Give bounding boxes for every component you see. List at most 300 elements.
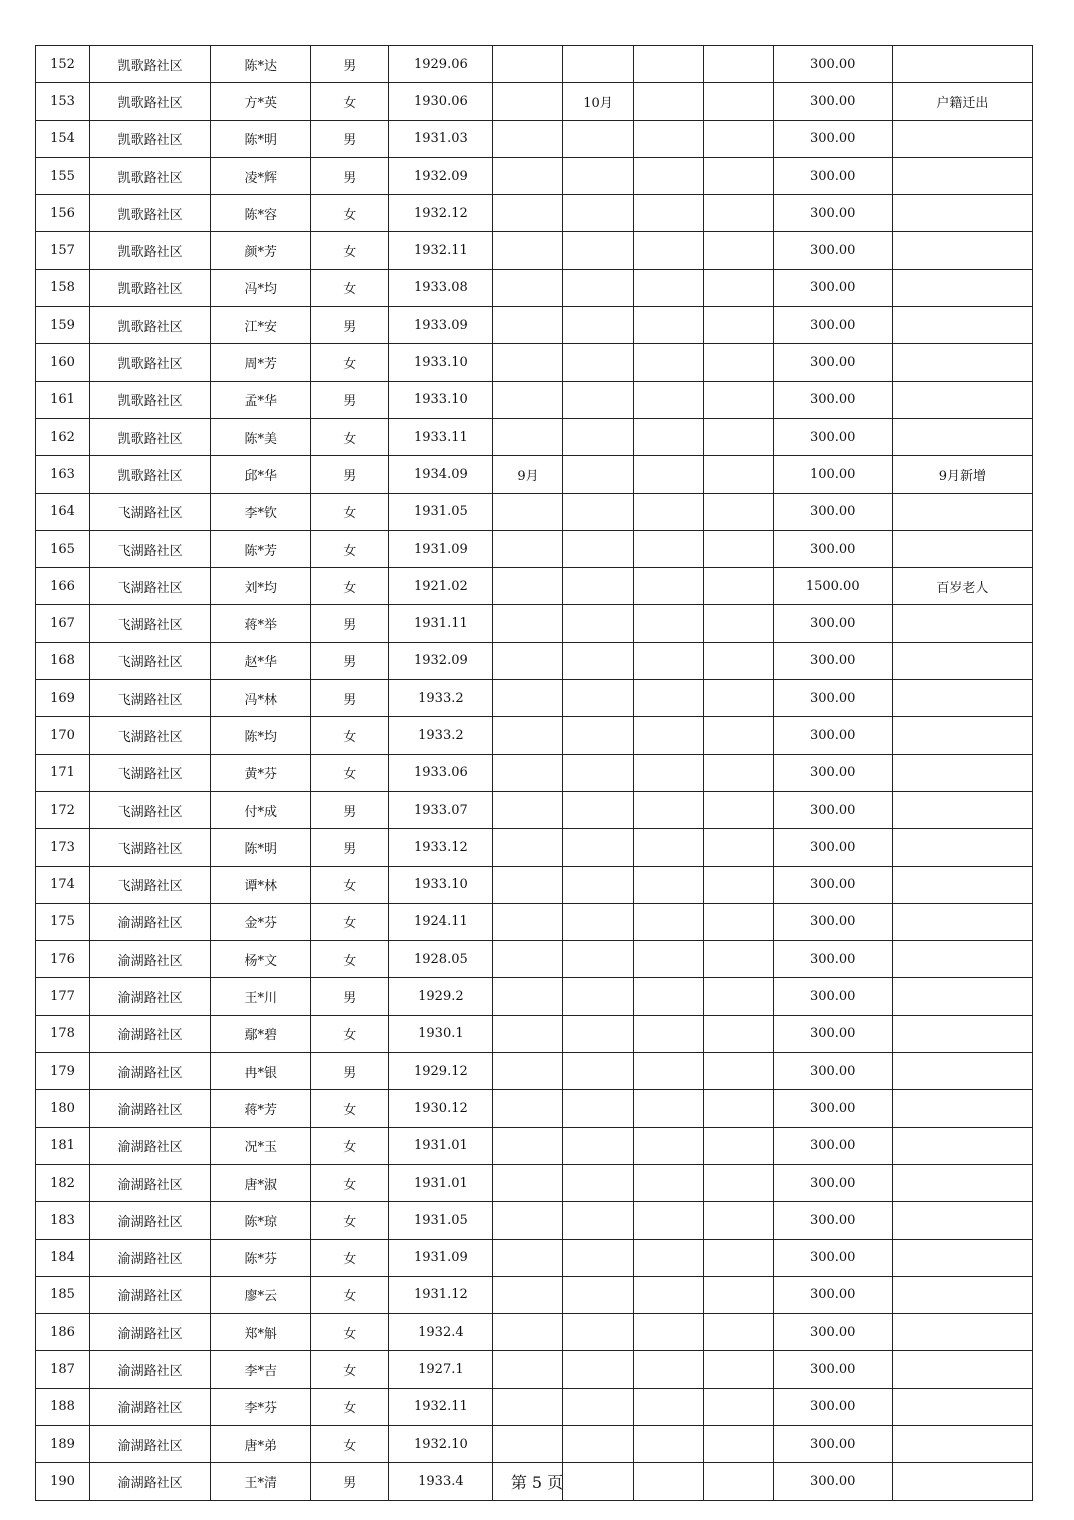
cell-remark: [892, 1015, 1032, 1052]
cell-added-month: [493, 829, 563, 866]
cell-added-month: [493, 1015, 563, 1052]
cell-gender: 男: [311, 120, 389, 157]
cell-added-month: [493, 1239, 563, 1276]
cell-removed-month: [563, 530, 633, 567]
cell-row-number: 172: [36, 791, 90, 828]
cell-extra-col-1: [633, 344, 703, 381]
table-row: [36, 120, 1033, 157]
cell-extra-col-1: [633, 1015, 703, 1052]
cell-name: 陈*芬: [211, 1239, 311, 1276]
cell-amount: 300.00: [773, 195, 892, 232]
cell-birth-date: 1933.11: [389, 418, 493, 455]
cell-community: 渝湖路社区: [90, 1202, 211, 1239]
table-row: [36, 605, 1033, 642]
cell-name: 蒋*举: [211, 605, 311, 642]
cell-name: 陈*达: [211, 46, 311, 83]
cell-amount: 300.00: [773, 978, 892, 1015]
cell-added-month: [493, 232, 563, 269]
cell-remark: [892, 829, 1032, 866]
cell-community: 渝湖路社区: [90, 1351, 211, 1388]
table-row: [36, 1351, 1033, 1388]
cell-amount: 300.00: [773, 269, 892, 306]
cell-community: 凯歌路社区: [90, 456, 211, 493]
cell-community: 凯歌路社区: [90, 120, 211, 157]
cell-community: 渝湖路社区: [90, 941, 211, 978]
cell-birth-date: 1931.01: [389, 1164, 493, 1201]
table-row: [36, 232, 1033, 269]
cell-gender: 女: [311, 717, 389, 754]
cell-added-month: [493, 83, 563, 120]
cell-birth-date: 1933.2: [389, 680, 493, 717]
cell-remark: [892, 195, 1032, 232]
cell-extra-col-2: [703, 1351, 773, 1388]
cell-extra-col-1: [633, 1127, 703, 1164]
cell-row-number: 189: [36, 1425, 90, 1462]
cell-extra-col-2: [703, 717, 773, 754]
cell-extra-col-2: [703, 1090, 773, 1127]
cell-birth-date: 1931.01: [389, 1127, 493, 1164]
cell-community: 飞湖路社区: [90, 829, 211, 866]
table-row: [36, 680, 1033, 717]
cell-amount: 300.00: [773, 1164, 892, 1201]
cell-birth-date: 1933.10: [389, 344, 493, 381]
cell-amount: 300.00: [773, 1127, 892, 1164]
cell-gender: 女: [311, 1425, 389, 1462]
cell-remark: [892, 754, 1032, 791]
table-row: [36, 1239, 1033, 1276]
cell-extra-col-1: [633, 530, 703, 567]
cell-gender: 女: [311, 493, 389, 530]
cell-added-month: [493, 642, 563, 679]
cell-gender: 男: [311, 1053, 389, 1090]
cell-amount: 300.00: [773, 829, 892, 866]
cell-extra-col-1: [633, 1239, 703, 1276]
cell-extra-col-1: [633, 605, 703, 642]
cell-row-number: 171: [36, 754, 90, 791]
cell-amount: 300.00: [773, 1463, 892, 1500]
cell-gender: 女: [311, 530, 389, 567]
cell-extra-col-1: [633, 941, 703, 978]
cell-removed-month: [563, 680, 633, 717]
cell-gender: 男: [311, 978, 389, 1015]
cell-removed-month: [563, 1314, 633, 1351]
cell-extra-col-1: [633, 903, 703, 940]
cell-remark: 9月新增: [892, 456, 1032, 493]
cell-row-number: 188: [36, 1388, 90, 1425]
cell-amount: 300.00: [773, 754, 892, 791]
cell-gender: 女: [311, 1164, 389, 1201]
cell-removed-month: [563, 232, 633, 269]
cell-row-number: 186: [36, 1314, 90, 1351]
cell-birth-date: 1933.12: [389, 829, 493, 866]
cell-community: 飞湖路社区: [90, 791, 211, 828]
cell-remark: [892, 642, 1032, 679]
cell-row-number: 158: [36, 269, 90, 306]
cell-row-number: 174: [36, 866, 90, 903]
cell-extra-col-1: [633, 83, 703, 120]
cell-name: 王*清: [211, 1463, 311, 1500]
cell-removed-month: [563, 605, 633, 642]
cell-extra-col-1: [633, 866, 703, 903]
cell-remark: [892, 717, 1032, 754]
cell-row-number: 176: [36, 941, 90, 978]
cell-birth-date: 1928.05: [389, 941, 493, 978]
cell-added-month: [493, 1202, 563, 1239]
cell-gender: 女: [311, 269, 389, 306]
cell-removed-month: [563, 717, 633, 754]
cell-extra-col-2: [703, 1127, 773, 1164]
cell-added-month: [493, 344, 563, 381]
cell-remark: [892, 1053, 1032, 1090]
cell-remark: [892, 1164, 1032, 1201]
cell-community: 飞湖路社区: [90, 605, 211, 642]
cell-community: 飞湖路社区: [90, 642, 211, 679]
cell-amount: 300.00: [773, 307, 892, 344]
table-row: [36, 269, 1033, 306]
cell-name: 凌*辉: [211, 157, 311, 194]
cell-extra-col-2: [703, 83, 773, 120]
cell-amount: 300.00: [773, 605, 892, 642]
cell-extra-col-1: [633, 381, 703, 418]
cell-added-month: [493, 1164, 563, 1201]
cell-remark: [892, 1351, 1032, 1388]
cell-extra-col-1: [633, 754, 703, 791]
cell-row-number: 183: [36, 1202, 90, 1239]
cell-community: 渝湖路社区: [90, 1127, 211, 1164]
cell-extra-col-2: [703, 791, 773, 828]
cell-removed-month: [563, 1388, 633, 1425]
cell-name: 孟*华: [211, 381, 311, 418]
cell-birth-date: 1932.09: [389, 642, 493, 679]
cell-extra-col-2: [703, 456, 773, 493]
cell-row-number: 155: [36, 157, 90, 194]
cell-removed-month: [563, 1164, 633, 1201]
cell-remark: [892, 269, 1032, 306]
cell-extra-col-2: [703, 269, 773, 306]
cell-name: 冯*均: [211, 269, 311, 306]
cell-community: 凯歌路社区: [90, 381, 211, 418]
cell-row-number: 167: [36, 605, 90, 642]
cell-added-month: [493, 903, 563, 940]
cell-remark: [892, 493, 1032, 530]
cell-row-number: 168: [36, 642, 90, 679]
cell-remark: [892, 307, 1032, 344]
cell-gender: 女: [311, 1351, 389, 1388]
cell-community: 渝湖路社区: [90, 1239, 211, 1276]
cell-row-number: 184: [36, 1239, 90, 1276]
table-row: [36, 381, 1033, 418]
cell-remark: [892, 1388, 1032, 1425]
cell-community: 凯歌路社区: [90, 46, 211, 83]
cell-community: 渝湖路社区: [90, 1463, 211, 1500]
cell-extra-col-1: [633, 493, 703, 530]
cell-gender: 男: [311, 1463, 389, 1500]
cell-extra-col-1: [633, 1164, 703, 1201]
cell-amount: 300.00: [773, 1239, 892, 1276]
cell-amount: 300.00: [773, 866, 892, 903]
cell-extra-col-2: [703, 605, 773, 642]
cell-community: 凯歌路社区: [90, 195, 211, 232]
cell-birth-date: 1932.11: [389, 1388, 493, 1425]
table-row: [36, 791, 1033, 828]
cell-added-month: [493, 605, 563, 642]
cell-extra-col-2: [703, 1164, 773, 1201]
cell-community: 飞湖路社区: [90, 866, 211, 903]
cell-amount: 300.00: [773, 717, 892, 754]
cell-removed-month: [563, 1425, 633, 1462]
cell-extra-col-2: [703, 530, 773, 567]
table-row: [36, 1053, 1033, 1090]
cell-removed-month: [563, 456, 633, 493]
table-row: [36, 1276, 1033, 1313]
cell-amount: 300.00: [773, 232, 892, 269]
cell-extra-col-2: [703, 232, 773, 269]
table-row: [36, 195, 1033, 232]
cell-gender: 男: [311, 307, 389, 344]
cell-birth-date: 1924.11: [389, 903, 493, 940]
cell-row-number: 154: [36, 120, 90, 157]
cell-extra-col-2: [703, 195, 773, 232]
cell-extra-col-1: [633, 680, 703, 717]
cell-amount: 300.00: [773, 46, 892, 83]
cell-added-month: [493, 1351, 563, 1388]
cell-added-month: [493, 1425, 563, 1462]
cell-gender: 女: [311, 83, 389, 120]
cell-amount: 300.00: [773, 1090, 892, 1127]
cell-extra-col-2: [703, 568, 773, 605]
cell-remark: [892, 903, 1032, 940]
cell-extra-col-1: [633, 791, 703, 828]
cell-name: 蒋*芳: [211, 1090, 311, 1127]
cell-row-number: 187: [36, 1351, 90, 1388]
cell-gender: 女: [311, 1090, 389, 1127]
cell-row-number: 156: [36, 195, 90, 232]
cell-added-month: [493, 791, 563, 828]
cell-birth-date: 1934.09: [389, 456, 493, 493]
table-row: [36, 1202, 1033, 1239]
table-row: [36, 46, 1033, 83]
cell-community: 凯歌路社区: [90, 157, 211, 194]
cell-added-month: [493, 717, 563, 754]
cell-name: 黄*芬: [211, 754, 311, 791]
cell-name: 陈*芳: [211, 530, 311, 567]
cell-removed-month: [563, 1239, 633, 1276]
cell-added-month: 9月: [493, 456, 563, 493]
cell-extra-col-2: [703, 307, 773, 344]
cell-removed-month: [563, 195, 633, 232]
cell-remark: [892, 381, 1032, 418]
cell-removed-month: [563, 157, 633, 194]
cell-added-month: [493, 1090, 563, 1127]
cell-community: 飞湖路社区: [90, 680, 211, 717]
cell-gender: 男: [311, 829, 389, 866]
cell-birth-date: 1933.2: [389, 717, 493, 754]
cell-name: 周*芳: [211, 344, 311, 381]
cell-amount: 300.00: [773, 493, 892, 530]
cell-community: 凯歌路社区: [90, 307, 211, 344]
cell-extra-col-2: [703, 46, 773, 83]
cell-name: 陈*明: [211, 120, 311, 157]
cell-extra-col-2: [703, 1388, 773, 1425]
cell-amount: 300.00: [773, 1202, 892, 1239]
page-number: 第 5 页: [510, 1473, 564, 1492]
table-row: [36, 530, 1033, 567]
table-row: [36, 1164, 1033, 1201]
cell-amount: 300.00: [773, 1015, 892, 1052]
cell-extra-col-1: [633, 1276, 703, 1313]
table-row: [36, 568, 1033, 605]
cell-name: 李*吉: [211, 1351, 311, 1388]
cell-birth-date: 1930.12: [389, 1090, 493, 1127]
cell-added-month: [493, 120, 563, 157]
cell-added-month: [493, 680, 563, 717]
cell-name: 廖*云: [211, 1276, 311, 1313]
cell-extra-col-1: [633, 1090, 703, 1127]
cell-extra-col-2: [703, 1314, 773, 1351]
cell-removed-month: [563, 493, 633, 530]
cell-removed-month: [563, 1090, 633, 1127]
cell-row-number: 185: [36, 1276, 90, 1313]
cell-extra-col-2: [703, 1053, 773, 1090]
cell-birth-date: 1931.11: [389, 605, 493, 642]
cell-remark: [892, 1276, 1032, 1313]
cell-name: 杨*文: [211, 941, 311, 978]
cell-birth-date: 1930.06: [389, 83, 493, 120]
cell-extra-col-1: [633, 307, 703, 344]
cell-row-number: 166: [36, 568, 90, 605]
cell-removed-month: [563, 754, 633, 791]
cell-community: 渝湖路社区: [90, 1388, 211, 1425]
cell-removed-month: [563, 1015, 633, 1052]
cell-gender: 女: [311, 1314, 389, 1351]
cell-amount: 300.00: [773, 344, 892, 381]
table-row: [36, 754, 1033, 791]
cell-birth-date: 1931.09: [389, 1239, 493, 1276]
cell-community: 渝湖路社区: [90, 1015, 211, 1052]
cell-birth-date: 1931.05: [389, 1202, 493, 1239]
cell-remark: [892, 978, 1032, 1015]
cell-birth-date: 1931.09: [389, 530, 493, 567]
cell-remark: [892, 1425, 1032, 1462]
cell-community: 渝湖路社区: [90, 903, 211, 940]
cell-extra-col-1: [633, 195, 703, 232]
cell-extra-col-1: [633, 157, 703, 194]
cell-amount: 300.00: [773, 941, 892, 978]
cell-added-month: [493, 754, 563, 791]
table-row: [36, 1388, 1033, 1425]
cell-name: 冯*林: [211, 680, 311, 717]
cell-extra-col-2: [703, 381, 773, 418]
cell-amount: 300.00: [773, 83, 892, 120]
cell-added-month: [493, 46, 563, 83]
cell-row-number: 169: [36, 680, 90, 717]
cell-name: 郑*斛: [211, 1314, 311, 1351]
cell-added-month: [493, 493, 563, 530]
cell-amount: 300.00: [773, 680, 892, 717]
cell-added-month: [493, 1276, 563, 1313]
cell-extra-col-2: [703, 978, 773, 1015]
cell-community: 飞湖路社区: [90, 530, 211, 567]
cell-extra-col-1: [633, 829, 703, 866]
cell-row-number: 175: [36, 903, 90, 940]
cell-extra-col-1: [633, 120, 703, 157]
table-row: [36, 456, 1033, 493]
cell-amount: 1500.00: [773, 568, 892, 605]
cell-community: 渝湖路社区: [90, 1276, 211, 1313]
cell-gender: 女: [311, 232, 389, 269]
cell-extra-col-1: [633, 978, 703, 1015]
cell-name: 陈*美: [211, 418, 311, 455]
table-row: [36, 1090, 1033, 1127]
cell-gender: 女: [311, 1239, 389, 1276]
cell-extra-col-2: [703, 866, 773, 903]
cell-amount: 300.00: [773, 1351, 892, 1388]
cell-amount: 300.00: [773, 1276, 892, 1313]
table-row: [36, 1015, 1033, 1052]
cell-amount: 300.00: [773, 530, 892, 567]
cell-name: 鄢*碧: [211, 1015, 311, 1052]
cell-gender: 女: [311, 866, 389, 903]
cell-amount: 300.00: [773, 791, 892, 828]
table-row: [36, 157, 1033, 194]
cell-name: 况*玉: [211, 1127, 311, 1164]
cell-added-month: [493, 269, 563, 306]
cell-removed-month: [563, 1053, 633, 1090]
cell-extra-col-1: [633, 232, 703, 269]
table-row: [36, 344, 1033, 381]
cell-community: 凯歌路社区: [90, 418, 211, 455]
cell-row-number: 177: [36, 978, 90, 1015]
cell-extra-col-2: [703, 1239, 773, 1276]
cell-name: 赵*华: [211, 642, 311, 679]
table-row: [36, 1314, 1033, 1351]
table-row: [36, 941, 1033, 978]
cell-extra-col-1: [633, 568, 703, 605]
cell-community: 凯歌路社区: [90, 232, 211, 269]
cell-row-number: 162: [36, 418, 90, 455]
cell-amount: 300.00: [773, 120, 892, 157]
cell-row-number: 190: [36, 1463, 90, 1500]
cell-birth-date: 1933.08: [389, 269, 493, 306]
cell-extra-col-2: [703, 754, 773, 791]
cell-gender: 女: [311, 1388, 389, 1425]
cell-birth-date: 1932.10: [389, 1425, 493, 1462]
cell-birth-date: 1933.4: [389, 1463, 493, 1500]
cell-extra-col-1: [633, 1425, 703, 1462]
cell-added-month: [493, 530, 563, 567]
cell-name: 江*安: [211, 307, 311, 344]
roster-table-body: [36, 46, 1033, 1501]
cell-gender: 女: [311, 1276, 389, 1313]
cell-added-month: [493, 418, 563, 455]
cell-remark: [892, 232, 1032, 269]
cell-removed-month: [563, 418, 633, 455]
cell-extra-col-2: [703, 1015, 773, 1052]
cell-birth-date: 1929.2: [389, 978, 493, 1015]
cell-extra-col-2: [703, 941, 773, 978]
cell-extra-col-1: [633, 1388, 703, 1425]
cell-remark: 百岁老人: [892, 568, 1032, 605]
cell-name: 陈*琼: [211, 1202, 311, 1239]
cell-gender: 女: [311, 903, 389, 940]
cell-added-month: [493, 195, 563, 232]
cell-removed-month: [563, 344, 633, 381]
cell-remark: [892, 941, 1032, 978]
cell-removed-month: [563, 568, 633, 605]
cell-community: 飞湖路社区: [90, 717, 211, 754]
cell-row-number: 179: [36, 1053, 90, 1090]
roster-table: [35, 45, 1033, 1501]
